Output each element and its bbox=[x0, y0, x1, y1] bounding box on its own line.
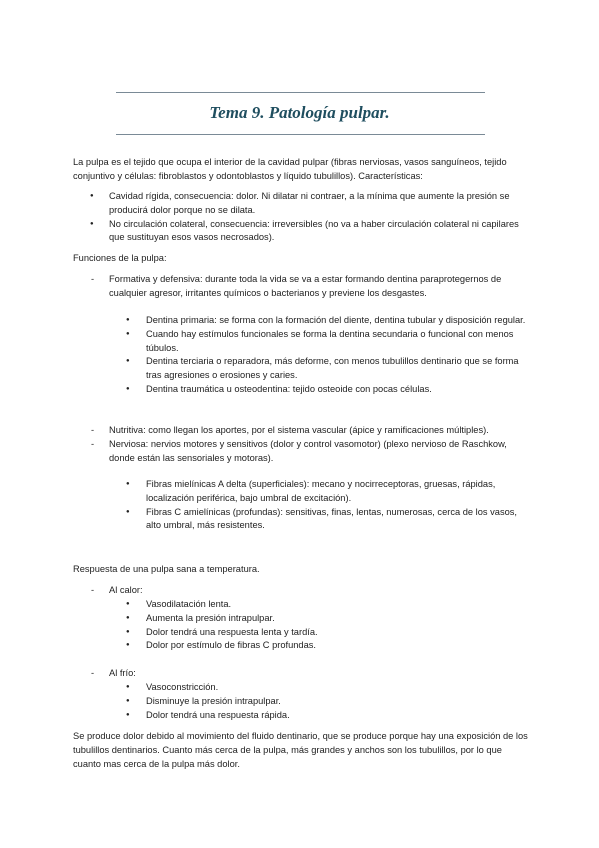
functions-heading: Funciones de la pulpa: bbox=[73, 253, 167, 263]
list-item: ● Vasoconstricción. bbox=[108, 681, 528, 695]
list-item: ● Aumenta la presión intrapulpar. bbox=[108, 612, 528, 626]
list-item: - Nerviosa: nervios motores y sensitivos (dolor y control vasomotor) (plexo nervioso de Raschkow, donde están las sensoriales y motoras). bbox=[73, 438, 525, 466]
list-item: ● Dentina primaria: se forma con la formación del diente, dentina tubular y disposición regular. bbox=[108, 314, 528, 328]
heat-heading-list bbox=[73, 584, 525, 598]
list-item: ● Disminuye la presión intrapulpar. bbox=[108, 695, 528, 709]
heat-items-list bbox=[108, 598, 528, 653]
page-title: Tema 9. Patología pulpar. bbox=[209, 103, 390, 122]
list-item: - Nutritiva: como llegan los aportes, por el sistema vascular (ápice y ramificaciones múltiples). bbox=[73, 424, 525, 438]
cold-items-list bbox=[108, 681, 528, 722]
temperature-heading: Respuesta de una pulpa sana a temperatura. bbox=[73, 564, 260, 574]
formative-function-list bbox=[73, 273, 525, 301]
cold-heading-list bbox=[73, 667, 525, 681]
conclusion-paragraph: Se produce dolor debido al movimiento del fluido dentinario, que se produce porque hay una exposición de los tubulillos dentinarios. Cuanto más cerca de la pulpa, más grandes y anchos son los tubulillos, por lo que cuanto mas cerca de la pulpa más dolor. bbox=[73, 731, 528, 769]
other-functions-list bbox=[73, 424, 525, 465]
list-item: ● Dentina terciaria o reparadora, más deforme, con menos tubulillos dentinario que se forma tras agresiones o erosiones y caries. bbox=[108, 355, 528, 383]
title-rule-bottom bbox=[116, 134, 485, 135]
list-item: ● Fibras mielínicas A delta (superficiales): mecano y nocirreceptoras, gruesas, rápidas, localización periférica, bajo umbral de excitación). bbox=[108, 478, 528, 506]
intro-paragraph: La pulpa es el tejido que ocupa el interior de la cavidad pulpar (fibras nerviosas, vasos sanguíneos, tejido conjuntivo y células: fibroblastos y odontoblastos y líquido tubulillos). Características: bbox=[73, 157, 507, 181]
list-item: ● Dolor por estímulo de fibras C profundas. bbox=[108, 639, 528, 653]
fibers-list bbox=[108, 478, 528, 533]
list-item: ● Vasodilatación lenta. bbox=[108, 598, 528, 612]
list-item: ● Cavidad rígida, consecuencia: dolor. Ni dilatar ni contraer, a la mínima que aumente la presión se producirá dolor porque no se dilata. bbox=[73, 190, 525, 218]
list-item: ● Dolor tendrá una respuesta rápida. bbox=[108, 709, 528, 723]
list-item: ● Cuando hay estímulos funcionales se forma la dentina secundaria o funcional con menos túbulos. bbox=[108, 328, 528, 356]
cold-label: - Al frío: bbox=[73, 667, 525, 681]
list-item: ● No circulación colateral, consecuencia: irreversibles (no va a haber circulación colateral ni capilares que sustituyan esos vasos necrosados). bbox=[73, 218, 525, 246]
heat-label: - Al calor: bbox=[73, 584, 525, 598]
list-item: - Formativa y defensiva: durante toda la vida se va a estar formando dentina paraprotegernos de cualquier agresor, irritantes químicos o bacterianos y previene los desgastes. bbox=[73, 273, 525, 301]
list-item: ● Dentina traumática u osteodentina: tejido osteoide con pocas células. bbox=[108, 383, 528, 397]
characteristics-list bbox=[73, 190, 525, 245]
list-item: ● Fibras C amielínicas (profundas): sensitivas, finas, lentas, numerosas, cerca de los vasos, alto umbral, más resistentes. bbox=[108, 506, 528, 534]
dentin-types-list bbox=[108, 314, 528, 397]
title-rule-top bbox=[116, 92, 485, 93]
list-item: ● Dolor tendrá una respuesta lenta y tardía. bbox=[108, 626, 528, 640]
